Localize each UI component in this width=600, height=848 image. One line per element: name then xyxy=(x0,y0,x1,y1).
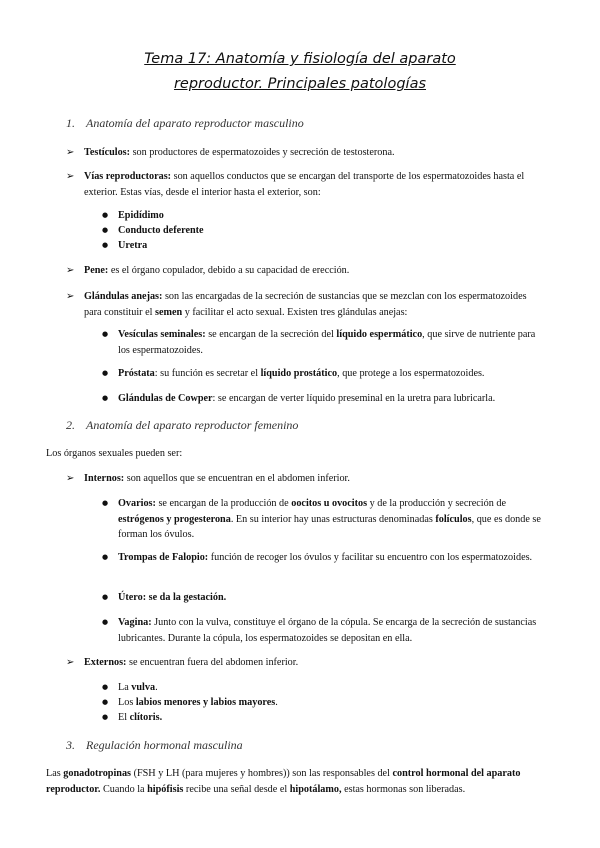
arrow-bullet-icon: ➢ xyxy=(66,147,75,158)
list-item: Conducto deferente xyxy=(118,225,204,236)
arrow-bullet-icon: ➢ xyxy=(66,657,75,668)
list-item: La vulva. xyxy=(118,682,158,693)
bullet-icon: ● xyxy=(102,553,109,561)
bullet-icon: ● xyxy=(102,499,109,507)
section-heading-2: 2. Anatomía del aparato reproductor femenino xyxy=(66,418,299,432)
bullet-icon: ● xyxy=(102,683,109,691)
bullet-icon: ● xyxy=(102,369,109,377)
glandulas-item: Glándulas anejas: son las encargadas de la secreción de sustancias que se mezclan con los espermatozoides para constituir el semen y facilitar el acto sexual. Existen tres glándulas anejas: xyxy=(84,291,527,318)
externos-item: Externos: se encuentran fuera del abdomen inferior. xyxy=(84,657,299,668)
bullet-icon: ● xyxy=(102,593,109,601)
bullet-icon: ● xyxy=(102,698,109,706)
utero-item: Útero: se da la gestación. xyxy=(118,592,227,603)
list-item: Uretra xyxy=(118,240,148,251)
testiculos-item: Testículos: son productores de espermatozoides y secreción de testosterona. xyxy=(84,147,395,158)
vesiculas-item: Vesículas seminales: se encargan de la secreción del líquido espermático, que sirve de nutriente para los espermatozoides. xyxy=(118,329,536,356)
organos-intro: Los órganos sexuales pueden ser: xyxy=(46,448,183,459)
page-title-line-2: reproductor. Principales patologías xyxy=(173,76,427,92)
bullet-icon: ● xyxy=(102,330,109,338)
internos-item: Internos: son aquellos que se encuentran en el abdomen inferior. xyxy=(84,473,350,484)
bullet-icon: ● xyxy=(102,618,109,626)
bullet-icon: ● xyxy=(102,241,109,249)
bullet-icon: ● xyxy=(102,226,109,234)
ovarios-item: Ovarios: se encargan de la producción de oocitos u ovocitos y de la producción y secreción de estrógenos y progesterona. En su interior hay unas estructuras denominadas folículos, que es donde se forman los óvulos. xyxy=(118,498,541,540)
regulacion-paragraph: Las gonadotropinas (FSH y LH (para mujeres y hombres)) son las responsables del control hormonal del aparato reproductor. Cuando la hipófisis recibe una señal desde el hipotálamo, estas hormonas son liberadas. xyxy=(46,768,521,795)
cowper-item: Glándulas de Cowper: se encargan de verter líquido preseminal en la uretra para lubricarla. xyxy=(118,393,496,404)
list-item: Epidídimo xyxy=(118,210,164,221)
trompas-item: Trompas de Falopio: función de recoger los óvulos y facilitar su encuentro con los espermatozoides. xyxy=(118,552,533,563)
list-item: El clítoris. xyxy=(118,712,163,723)
section-heading-3: 3. Regulación hormonal masculina xyxy=(66,738,243,752)
prostata-item: Próstata: su función es secretar el líquido prostático, que protege a los espermatozoides. xyxy=(118,368,485,379)
section-heading-1: 1. Anatomía del aparato reproductor masculino xyxy=(66,116,304,130)
vagina-item: Vagina: Junto con la vulva, constituye el órgano de la cópula. Se encarga de la secreción de sustancias lubricantes. Durante la cópula, los espermatozoides se depositan en ella. xyxy=(118,617,537,644)
page-title-line-1: Tema 17: Anatomía y fisiología del aparato xyxy=(144,51,456,67)
list-item: Los labios menores y labios mayores. xyxy=(118,697,278,708)
vias-item: Vías reproductoras: son aquellos conductos que se encargan del transporte de los espermatozoides hasta el exterior. Estas vías, desde el interior hasta el exterior, son: xyxy=(84,171,525,198)
bullet-icon: ● xyxy=(102,713,109,721)
arrow-bullet-icon: ➢ xyxy=(66,473,75,484)
bullet-icon: ● xyxy=(102,211,109,219)
bullet-icon: ● xyxy=(102,394,109,402)
pene-item: Pene: es el órgano copulador, debido a su capacidad de erección. xyxy=(84,265,350,276)
arrow-bullet-icon: ➢ xyxy=(66,265,75,276)
arrow-bullet-icon: ➢ xyxy=(66,171,75,182)
arrow-bullet-icon: ➢ xyxy=(66,291,75,302)
